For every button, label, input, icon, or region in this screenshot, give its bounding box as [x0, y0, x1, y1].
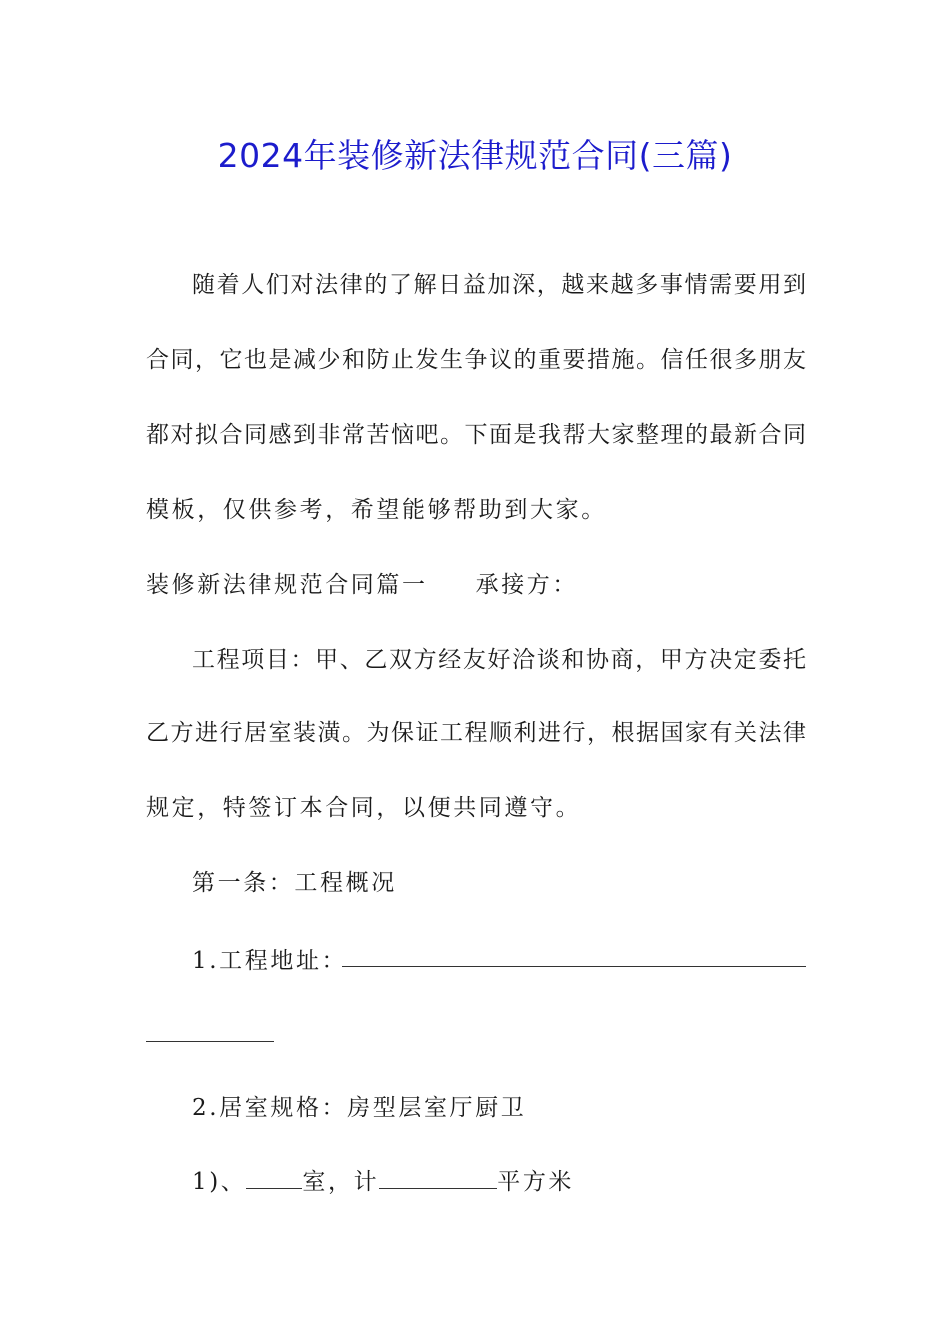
intro-line-4: 模板，仅供参考，希望能够帮助到大家。 — [146, 497, 607, 523]
item-3-middle: 室，计 — [302, 1169, 380, 1195]
section-heading-line — [146, 570, 578, 600]
item-3-line — [192, 1166, 574, 1197]
item-3-prefix: 1)、 — [192, 1169, 247, 1195]
intro-line-3: 都对拟合同感到非常苦恼吧。下面是我帮大家整理的最新合同 — [146, 422, 806, 448]
address-blank-line-2 — [146, 1041, 274, 1042]
intro-line-1: 随着人们对法律的了解日益加深，越来越多事情需要用到 — [192, 272, 806, 298]
room-count-blank — [246, 1166, 302, 1189]
address-blank-line-1 — [342, 966, 806, 967]
contractor-label: 承接方： — [475, 572, 579, 598]
area-blank — [379, 1166, 497, 1189]
item-3-suffix: 平方米 — [497, 1169, 575, 1195]
article-1-heading: 第一条：工程概况 — [192, 870, 397, 896]
project-line-1: 工程项目：甲、乙双方经友好洽谈和协商，甲方决定委托 — [192, 647, 806, 673]
project-line-2: 乙方进行居室装潢。为保证工程顺利进行，根据国家有关法律 — [146, 720, 806, 746]
project-line-3: 规定，特签订本合同，以便共同遵守。 — [146, 795, 582, 821]
intro-line-2: 合同，它也是减少和防止发生争议的重要措施。信任很多朋友 — [146, 347, 806, 373]
document-title: 2024年装修新法律规范合同(三篇) — [217, 136, 733, 175]
item-1-label: 1.工程地址： — [192, 948, 348, 974]
item-2-label: 2.居室规格：房型层室厅厨卫 — [192, 1095, 527, 1121]
section-heading: 装修新法律规范合同篇一 — [146, 572, 428, 598]
